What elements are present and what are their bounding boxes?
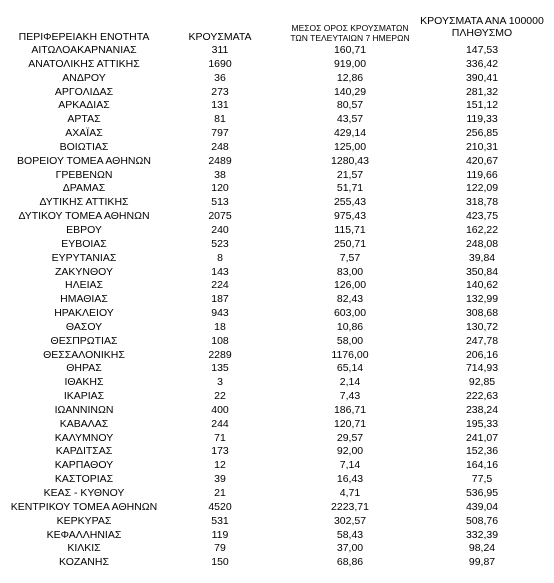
cell-per-100000: 39,84 xyxy=(468,251,496,264)
cell-region: ΑΡΤΑΣ xyxy=(67,113,101,126)
cell-per-100000: 336,42 xyxy=(465,57,499,70)
cell-region: ΒΟΡΕΙΟΥ ΤΟΜΕΑ ΑΘΗΝΩΝ xyxy=(17,154,151,167)
cell-cases: 71 xyxy=(214,431,226,444)
cell-cases: 513 xyxy=(211,196,229,209)
cell-7day-average: 140,29 xyxy=(333,85,367,98)
cell-per-100000: 132,99 xyxy=(465,293,499,306)
cell-cases: 173 xyxy=(211,445,229,458)
table-row xyxy=(0,196,554,210)
cell-cases: 400 xyxy=(211,403,229,416)
cell-7day-average: 125,00 xyxy=(333,140,367,153)
cell-region: ΚΑΡΠΑΘΟΥ xyxy=(54,459,114,472)
cell-region: ΚΙΛΚΙΣ xyxy=(67,542,101,555)
table-body xyxy=(0,44,554,570)
cell-per-100000: 210,31 xyxy=(465,140,499,153)
cell-7day-average: 43,57 xyxy=(336,113,364,126)
header-7day-average-line2: ΤΩΝ ΤΕΛΕΥΤΑΙΩΝ 7 ΗΜΕΡΩΝ xyxy=(290,33,410,43)
cell-cases: 119 xyxy=(211,528,229,541)
cell-region: ΚΕΝΤΡΙΚΟΥ ΤΟΜΕΑ ΑΘΗΝΩΝ xyxy=(10,500,158,513)
cell-region: ΘΗΡΑΣ xyxy=(66,362,102,375)
cell-per-100000: 241,07 xyxy=(465,431,499,444)
table-row xyxy=(0,459,554,473)
cell-cases: 143 xyxy=(211,265,229,278)
cell-region: ΚΑΛΥΜΝΟΥ xyxy=(54,431,114,444)
cell-per-100000: 350,84 xyxy=(465,265,499,278)
cell-per-100000: 119,66 xyxy=(466,168,498,181)
cell-cases: 797 xyxy=(211,127,229,140)
cell-region: ΙΚΑΡΙΑΣ xyxy=(63,390,105,403)
table-row xyxy=(0,432,554,446)
cell-per-100000: 247,78 xyxy=(465,334,499,347)
cell-region: ΑΡΚΑΔΙΑΣ xyxy=(58,99,110,112)
cell-region: ΚΟΖΑΝΗΣ xyxy=(59,556,109,569)
cell-per-100000: 98,24 xyxy=(468,542,496,555)
cell-7day-average: 16,43 xyxy=(336,473,364,486)
cell-cases: 150 xyxy=(211,556,229,569)
cell-region: ΘΕΣΠΡΩΤΙΑΣ xyxy=(50,334,118,347)
cell-per-100000: 508,76 xyxy=(465,514,499,527)
table-row xyxy=(0,141,554,155)
header-per-100000-line2: ΠΛΗΘΥΣΜΟ xyxy=(451,27,513,39)
table-row xyxy=(0,321,554,335)
cell-7day-average: 4,71 xyxy=(339,487,361,499)
cell-cases: 4520 xyxy=(208,500,232,513)
cell-per-100000: 122,09 xyxy=(465,182,499,195)
table-row xyxy=(0,252,554,266)
table-row xyxy=(0,127,554,141)
cell-cases: 224 xyxy=(211,279,229,292)
cell-cases: 273 xyxy=(211,85,229,98)
cell-7day-average: 1176,00 xyxy=(331,348,369,361)
cell-cases: 36 xyxy=(214,71,226,84)
cell-cases: 943 xyxy=(211,307,229,320)
cell-per-100000: 206,16 xyxy=(465,348,499,361)
cell-7day-average: 51,71 xyxy=(336,182,364,195)
cell-7day-average: 12,86 xyxy=(336,71,364,84)
cell-per-100000: 248,08 xyxy=(465,237,499,250)
cell-7day-average: 2223,71 xyxy=(331,500,369,513)
table-row xyxy=(0,542,554,556)
table-row xyxy=(0,487,554,501)
cell-cases: 21 xyxy=(214,487,226,499)
cell-cases: 523 xyxy=(211,237,229,250)
cell-7day-average: 126,00 xyxy=(333,279,367,292)
cell-7day-average: 7,57 xyxy=(339,251,361,264)
cell-region: ΙΩΑΝΝΙΝΩΝ xyxy=(54,403,114,416)
table-row xyxy=(0,293,554,307)
cell-per-100000: 77,5 xyxy=(471,473,493,486)
cell-region: ΗΜΑΘΙΑΣ xyxy=(60,293,108,306)
cell-per-100000: 140,62 xyxy=(465,279,499,292)
cell-region: ΖΑΚΥΝΘΟΥ xyxy=(54,265,113,278)
table-row xyxy=(0,238,554,252)
table-row xyxy=(0,182,554,196)
cell-7day-average: 7,14 xyxy=(339,459,361,472)
cell-cases: 2489 xyxy=(208,154,232,167)
table-row xyxy=(0,335,554,349)
cell-per-100000: 92,85 xyxy=(468,376,496,389)
cell-region: ΚΑΡΔΙΤΣΑΣ xyxy=(55,445,113,458)
cell-region: ΘΕΣΣΑΛΟΝΙΚΗΣ xyxy=(43,348,125,361)
cell-region: ΚΑΣΤΟΡΙΑΣ xyxy=(54,473,114,486)
cell-7day-average: 80,57 xyxy=(336,99,364,112)
cell-cases: 2289 xyxy=(208,348,232,361)
cell-7day-average: 29,57 xyxy=(336,431,364,444)
table-row xyxy=(0,113,554,127)
cell-7day-average: 919,00 xyxy=(333,57,367,70)
table-row xyxy=(0,99,554,113)
cell-region: ΑΧΑΪΑΣ xyxy=(65,127,103,140)
table-row xyxy=(0,279,554,293)
cell-region: ΕΥΒΟΙΑΣ xyxy=(61,237,107,250)
cell-region: ΒΟΙΩΤΙΑΣ xyxy=(59,140,109,153)
cell-cases: 311 xyxy=(211,44,229,56)
cell-cases: 108 xyxy=(211,334,229,347)
table-row xyxy=(0,224,554,238)
cell-7day-average: 58,43 xyxy=(336,528,364,541)
cell-7day-average: 302,57 xyxy=(333,514,367,527)
cell-cases: 39 xyxy=(214,473,226,486)
cell-region: ΑΝΔΡΟΥ xyxy=(62,71,106,84)
cell-region: ΗΛΕΙΑΣ xyxy=(64,279,103,292)
cell-region: ΔΥΤΙΚΟΥ ΤΟΜΕΑ ΑΘΗΝΩΝ xyxy=(18,210,150,223)
header-region: ΠΕΡΙΦΕΡΕΙΑΚΗ ΕΝΟΤΗΤΑ xyxy=(18,31,150,43)
table-row xyxy=(0,515,554,529)
cell-7day-average: 83,00 xyxy=(336,265,364,278)
cell-per-100000: 152,36 xyxy=(465,445,499,458)
cell-cases: 12 xyxy=(214,459,226,472)
table-row xyxy=(0,418,554,432)
cell-per-100000: 99,87 xyxy=(468,556,496,569)
cell-7day-average: 2,14 xyxy=(339,376,361,389)
cell-cases: 3 xyxy=(217,376,223,389)
cell-cases: 131 xyxy=(211,99,229,112)
cell-7day-average: 429,14 xyxy=(333,127,367,140)
cell-region: ΙΘΑΚΗΣ xyxy=(64,376,104,389)
table-row xyxy=(0,473,554,487)
cell-cases: 18 xyxy=(214,320,226,333)
cell-per-100000: 420,67 xyxy=(465,154,499,167)
cell-cases: 244 xyxy=(211,417,229,430)
cell-7day-average: 92,00 xyxy=(336,445,364,458)
cell-cases: 248 xyxy=(211,140,229,153)
cell-region: ΚΑΒΑΛΑΣ xyxy=(59,417,109,430)
cell-7day-average: 58,00 xyxy=(336,334,364,347)
cell-7day-average: 37,00 xyxy=(336,542,364,555)
cell-7day-average: 10,86 xyxy=(336,320,364,333)
cell-cases: 22 xyxy=(214,390,226,403)
header-per-100000 xyxy=(415,15,549,39)
cell-region: ΘΑΣΟΥ xyxy=(65,320,103,333)
cell-region: ΚΕΡΚΥΡΑΣ xyxy=(56,514,112,527)
cell-7day-average: 250,71 xyxy=(333,237,367,250)
table-row xyxy=(0,390,554,404)
cell-7day-average: 1280,43 xyxy=(331,154,369,167)
cell-per-100000: 281,32 xyxy=(465,85,499,98)
cell-per-100000: 714,93 xyxy=(465,362,499,375)
cell-cases: 38 xyxy=(214,168,226,181)
table-header xyxy=(0,0,554,44)
cell-cases: 8 xyxy=(217,251,223,264)
cell-cases: 79 xyxy=(214,542,226,555)
cell-7day-average: 975,43 xyxy=(333,210,367,223)
cell-region: ΚΕΦΑΛΛΗΝΙΑΣ xyxy=(46,528,122,541)
cell-region: ΚΕΑΣ - ΚΥΘΝΟΥ xyxy=(43,487,125,499)
cell-region: ΔΡΑΜΑΣ xyxy=(62,182,106,195)
table-row xyxy=(0,445,554,459)
cell-region: ΕΒΡΟΥ xyxy=(66,223,102,236)
cell-7day-average: 21,57 xyxy=(336,168,364,181)
cell-cases: 135 xyxy=(211,362,229,375)
cell-7day-average: 68,86 xyxy=(336,556,364,569)
cell-cases: 81 xyxy=(214,113,226,126)
cell-per-100000: 119,33 xyxy=(466,113,498,126)
cell-cases: 531 xyxy=(211,514,229,527)
cell-7day-average: 115,71 xyxy=(334,223,366,236)
cell-7day-average: 120,71 xyxy=(333,417,367,430)
cell-per-100000: 222,63 xyxy=(465,390,499,403)
header-7day-average xyxy=(282,23,418,43)
table-row xyxy=(0,529,554,543)
cell-region: ΕΥΡΥΤΑΝΙΑΣ xyxy=(51,251,117,264)
cell-per-100000: 439,04 xyxy=(465,500,499,513)
table-row xyxy=(0,349,554,363)
cell-per-100000: 423,75 xyxy=(465,210,499,223)
table-row xyxy=(0,72,554,86)
table-row xyxy=(0,266,554,280)
cell-region: ΗΡΑΚΛΕΙΟΥ xyxy=(54,307,114,320)
cell-per-100000: 162,22 xyxy=(465,223,499,236)
table-row xyxy=(0,58,554,72)
table-row xyxy=(0,556,554,570)
cell-7day-average: 7,43 xyxy=(339,390,361,403)
cell-7day-average: 603,00 xyxy=(333,307,367,320)
table-row xyxy=(0,404,554,418)
cell-per-100000: 308,68 xyxy=(465,307,499,320)
cell-per-100000: 147,53 xyxy=(465,44,499,56)
cell-region: ΑΝΑΤΟΛΙΚΗΣ ΑΤΤΙΚΗΣ xyxy=(28,57,140,70)
cell-per-100000: 164,16 xyxy=(465,459,499,472)
header-per-100000-line1: ΚΡΟΥΣΜΑΤΑ ΑΝΑ 100000 xyxy=(420,15,544,27)
cell-per-100000: 130,72 xyxy=(465,320,499,333)
table-row xyxy=(0,44,554,58)
cell-region: ΓΡΕΒΕΝΩΝ xyxy=(55,168,113,181)
cell-7day-average: 255,43 xyxy=(333,196,367,209)
cell-per-100000: 195,33 xyxy=(465,417,499,430)
cell-7day-average: 82,43 xyxy=(336,293,364,306)
table-row xyxy=(0,362,554,376)
cell-per-100000: 318,78 xyxy=(465,196,499,209)
cell-cases: 1690 xyxy=(208,57,232,70)
table-row xyxy=(0,307,554,321)
cell-per-100000: 390,41 xyxy=(465,71,499,84)
cell-7day-average: 186,71 xyxy=(333,403,367,416)
cell-cases: 240 xyxy=(211,223,229,236)
table-row xyxy=(0,501,554,515)
cell-per-100000: 332,39 xyxy=(465,528,499,541)
cell-7day-average: 160,71 xyxy=(333,44,367,56)
cell-cases: 187 xyxy=(211,293,229,306)
header-7day-average-line1: ΜΕΣΟΣ ΟΡΟΣ ΚΡΟΥΣΜΑΤΩΝ xyxy=(291,23,409,33)
table-row xyxy=(0,155,554,169)
cell-7day-average: 65,14 xyxy=(336,362,364,375)
cell-region: ΔΥΤΙΚΗΣ ΑΤΤΙΚΗΣ xyxy=(39,196,129,209)
cell-per-100000: 151,12 xyxy=(465,99,499,112)
header-cases: ΚΡΟΥΣΜΑΤΑ xyxy=(188,31,252,43)
cell-per-100000: 238,24 xyxy=(465,403,499,416)
cell-region: ΑΙΤΩΛΟΑΚΑΡΝΑΝΙΑΣ xyxy=(31,44,137,56)
cell-cases: 2075 xyxy=(208,210,232,223)
cell-per-100000: 536,95 xyxy=(465,487,499,499)
cell-per-100000: 256,85 xyxy=(465,127,499,140)
cell-cases: 120 xyxy=(211,182,229,195)
cell-region: ΑΡΓΟΛΙΔΑΣ xyxy=(54,85,114,98)
table-row xyxy=(0,376,554,390)
table-row xyxy=(0,169,554,183)
table-row xyxy=(0,210,554,224)
table-row xyxy=(0,86,554,100)
